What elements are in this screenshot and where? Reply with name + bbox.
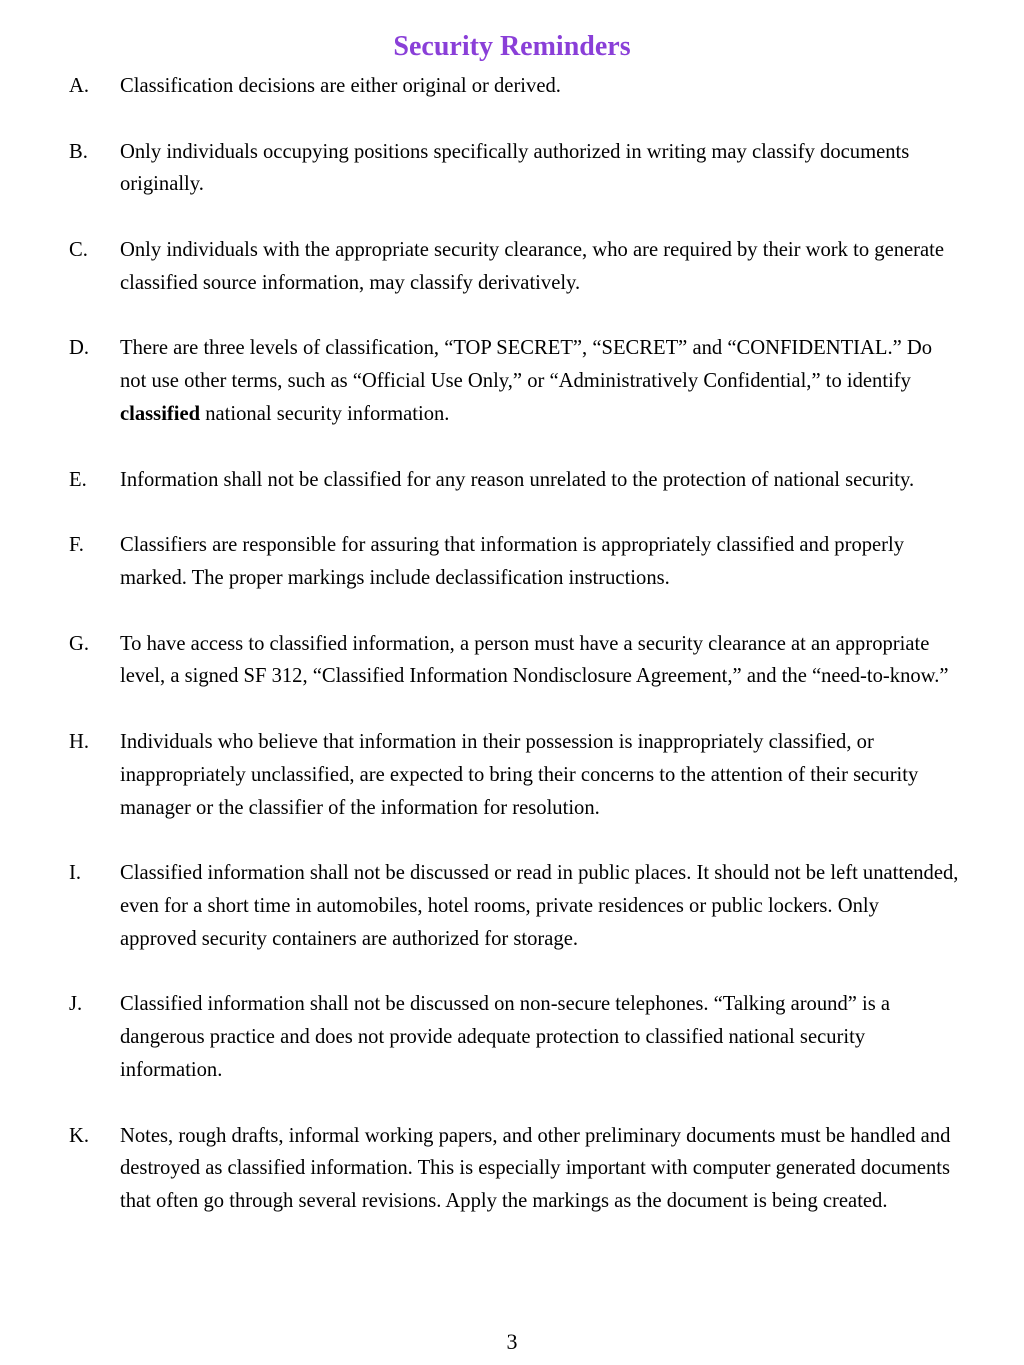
list-item-text-after: national security information. — [200, 402, 450, 425]
list-item-text: Information shall not be classified for any reason unrelated to the protection of national security. — [120, 468, 915, 491]
list-item-text: Only individuals with the appropriate security clearance, who are required by their work to generate classified source information, may classify derivatively. — [120, 238, 945, 294]
list-item-h — [69, 726, 959, 824]
list-item-text: Classified information shall not be discussed on non-secure telephones. “Talking around” is a dangerous practice and does not provide adequate protection to classified national security information. — [120, 993, 891, 1081]
list-item-letter: B. — [69, 140, 88, 163]
list-item-letter: H. — [69, 730, 90, 753]
list-item-i — [69, 857, 959, 955]
emphasis-classified: classified — [120, 402, 201, 425]
list-item-letter: A. — [69, 75, 90, 97]
list-item-g — [69, 628, 959, 694]
list-item-e — [69, 464, 959, 497]
list-item-text: Only individuals occupying positions specifically authorized in writing may classify documents originally. — [120, 140, 910, 196]
list-item-b — [69, 136, 959, 202]
list-item-letter: G. — [69, 632, 90, 655]
page-number: 3 — [506, 1329, 518, 1354]
list-item-text: Classified information shall not be discussed or read in public places. It should not be left unattended, even for a short time in automobiles, hotel rooms, private residences or public lockers. Only approved security containers are authorized for storage. — [120, 862, 959, 950]
list-item-text: Notes, rough drafts, informal working papers, and other preliminary documents must be handled and destroyed as classified information. This is especially important with computer generated documents that often go through several revisions. Apply the markings as the document is being created. — [120, 1124, 951, 1213]
list-item-a — [69, 70, 959, 103]
reminders-list — [69, 70, 959, 1251]
page-title: Security Reminders — [393, 31, 631, 62]
list-item-letter: E. — [69, 468, 87, 491]
list-item-d — [69, 332, 959, 430]
list-item-letter: D. — [69, 337, 90, 360]
list-item-text: Classification decisions are either original or derived. — [120, 75, 561, 97]
list-item-letter: C. — [69, 238, 88, 261]
list-item-text: To have access to classified information, a person must have a security clearance at an appropriate level, a signed SF 312, “Classified Information Nondisclosure Agreement,” and the “need-to-know.” — [120, 632, 949, 688]
list-item-letter: I. — [69, 862, 82, 885]
list-item-text: Classifiers are responsible for assuring that information is appropriately classified and properly marked. The proper markings include declassification instructions. — [120, 534, 905, 589]
list-item-letter: F. — [69, 534, 84, 557]
list-item-j — [69, 988, 959, 1086]
list-item-f — [69, 529, 959, 595]
list-item-letter: J. — [69, 993, 83, 1016]
list-item-text — [120, 332, 959, 430]
list-item-text-before: There are three levels of classification, “TOP SECRET”, “SECRET” and “CONFIDENTIAL.” Do not use other terms, such as “Official Use Only,” or “Administratively Confidential,” to identify — [120, 337, 933, 393]
list-item-c — [69, 234, 959, 300]
list-item-letter: K. — [69, 1124, 90, 1147]
list-item-text: Individuals who believe that information in their possession is inappropriately classified, or inappropriately unclassified, are expected to bring their concerns to the attention of their security manager or the classifier of the information for resolution. — [120, 730, 919, 819]
list-item-k — [69, 1120, 959, 1218]
